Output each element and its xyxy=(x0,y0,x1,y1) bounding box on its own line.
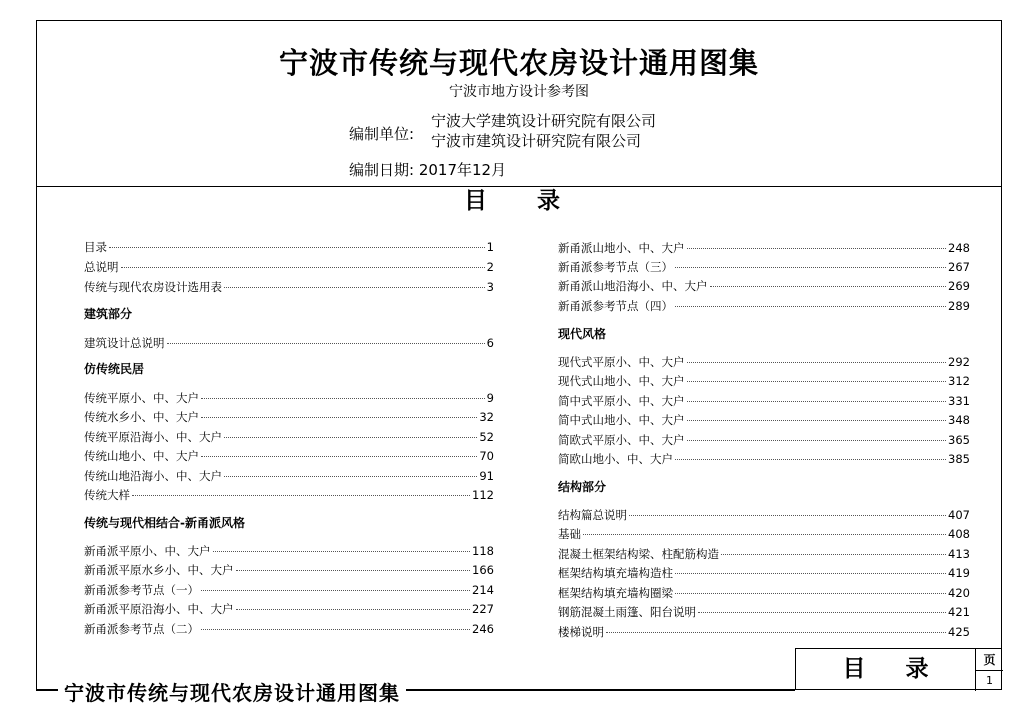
toc-entry[interactable]: 钢筋混凝土雨篷、阳台说明 421 xyxy=(558,605,970,619)
compiling-unit-label: 编制单位: xyxy=(349,125,415,143)
toc-entry[interactable]: 简中式平原小、中、大户 331 xyxy=(558,394,970,408)
page-number: 1 xyxy=(986,674,993,687)
toc-entry[interactable]: 传统大样 112 xyxy=(84,488,494,502)
footer-title: 宁波市传统与现代农房设计通用图集 xyxy=(58,677,406,706)
atlas-title: 宁波市传统与现代农房设计通用图集 xyxy=(278,46,759,80)
toc-section-title: 现代风格 xyxy=(558,327,607,341)
toc-entry[interactable]: 新甬派平原沿海小、中、大户 227 xyxy=(84,602,494,616)
toc-section-title: 仿传统民居 xyxy=(84,362,145,376)
toc-entry[interactable]: 传统平原沿海小、中、大户 52 xyxy=(84,430,494,444)
compile-date-value: 2017年12月 xyxy=(418,161,507,179)
title-block xyxy=(795,648,1002,690)
toc-entry[interactable]: 混凝土框架结构梁、柱配筋构造 413 xyxy=(558,547,970,561)
toc-section-title: 结构部分 xyxy=(558,480,607,494)
toc-entry[interactable]: 现代式山地小、中、大户 312 xyxy=(558,374,970,388)
atlas-subtitle: 宁波市地方设计参考图 xyxy=(449,84,589,100)
toc-entry[interactable]: 传统山地小、中、大户 70 xyxy=(84,449,494,463)
footer xyxy=(0,680,795,705)
toc-entry[interactable]: 建筑设计总说明 6 xyxy=(84,336,494,350)
compiling-unit-1: 宁波大学建筑设计研究院有限公司 xyxy=(431,112,657,130)
toc-entry[interactable]: 传统与现代农房设计选用表 3 xyxy=(84,280,494,294)
toc-entry[interactable]: 传统平原小、中、大户 9 xyxy=(84,391,494,405)
toc-heading: 目录 xyxy=(464,188,610,214)
toc-entry[interactable]: 楼梯说明 425 xyxy=(558,625,970,639)
toc-entry[interactable]: 框架结构填充墙构圈梁 420 xyxy=(558,586,970,600)
toc-entry[interactable]: 总说明 2 xyxy=(84,260,494,274)
toc-entry[interactable]: 新甬派平原水乡小、中、大户 166 xyxy=(84,563,494,577)
toc-entry[interactable]: 新甬派山地小、中、大户 248 xyxy=(558,241,970,255)
toc-entry[interactable]: 传统山地沿海小、中、大户 91 xyxy=(84,469,494,483)
toc-entry[interactable]: 新甬派参考节点（三） 267 xyxy=(558,260,970,274)
toc-entry[interactable]: 简中式山地小、中、大户 348 xyxy=(558,413,970,427)
toc-entry[interactable]: 新甬派参考节点（二） 246 xyxy=(84,622,494,636)
toc-entry[interactable]: 现代式平原小、中、大户 292 xyxy=(558,355,970,369)
page-label: 页 xyxy=(976,649,1003,671)
toc-entry[interactable]: 基础 408 xyxy=(558,527,970,541)
toc-entry[interactable]: 简欧式平原小、中、大户 365 xyxy=(558,433,970,447)
compile-date xyxy=(349,159,506,180)
toc-entry[interactable]: 结构篇总说明 407 xyxy=(558,508,970,522)
toc-section-title: 建筑部分 xyxy=(84,307,133,321)
compiling-unit-2: 宁波市建筑设计研究院有限公司 xyxy=(431,132,642,150)
toc-entry[interactable]: 新甬派参考节点（一） 214 xyxy=(84,583,494,597)
toc-section-title: 传统与现代相结合-新甬派风格 xyxy=(84,516,245,530)
compile-date-label: 编制日期: xyxy=(349,161,415,179)
title-header xyxy=(37,21,1001,187)
toc-entry[interactable]: 传统水乡小、中、大户 32 xyxy=(84,410,494,424)
toc-entry[interactable]: 新甬派参考节点（四） 289 xyxy=(558,299,970,313)
toc-entry[interactable]: 目录 1 xyxy=(84,240,494,254)
compiling-unit-names xyxy=(431,111,656,151)
title-block-name: 目录 xyxy=(796,649,976,691)
toc-entry[interactable]: 新甬派平原小、中、大户 118 xyxy=(84,544,494,558)
toc-entry[interactable]: 框架结构填充墙构造柱 419 xyxy=(558,566,970,580)
toc-entry[interactable]: 简欧山地小、中、大户 385 xyxy=(558,452,970,466)
toc-entry[interactable]: 新甬派山地沿海小、中、大户 269 xyxy=(558,279,970,293)
